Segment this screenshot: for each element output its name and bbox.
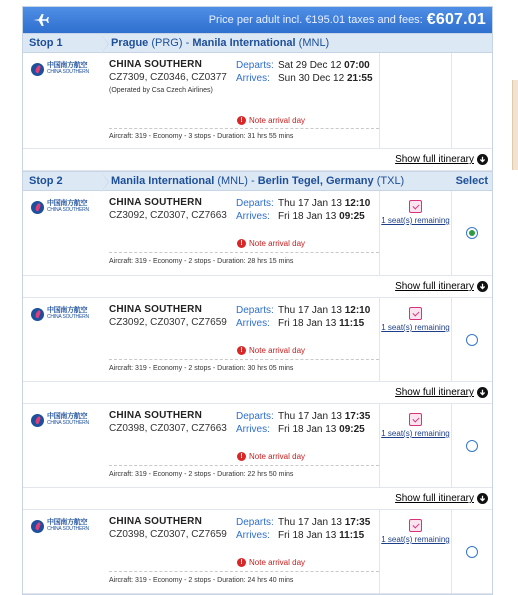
arrival-time: 21:55 <box>346 73 373 84</box>
aircraft-info: Aircraft: 319 - Economy - 2 stops - Duration: 24 hrs 40 mins <box>109 577 294 584</box>
flight-select-radio[interactable] <box>466 546 478 558</box>
seats-remaining-link[interactable]: 1 seat(s) remaining <box>381 216 450 225</box>
airline-logo: 中国南方航空 CHINA SOUTHERN <box>23 191 109 275</box>
arrival-time: 11:15 <box>339 530 365 541</box>
flight-numbers: CZ3092, CZ0307, CZ7663 <box>109 209 227 221</box>
flight-numbers: CZ3092, CZ0307, CZ7659 <box>109 316 227 328</box>
seats-remaining <box>379 404 451 487</box>
departure-date: Thu 17 Jan 13 <box>278 411 342 422</box>
stop-2-flight-option[interactable]: 中国南方航空 CHINA SOUTHERN CHINA SOUTHERN CZ0398, CZ0307, CZ7663 Departs: Thu 17 Jan 13 17:35 Arrives: Fri 18 Jan 13 09:25 ! Note arrival day Aircraft: 319 - Economy - 2 stops - Duration: 22 hrs 50 mins 1 seat(s) remaining <box>23 404 492 488</box>
arrival-date: Sun 30 Dec 12 <box>278 73 345 84</box>
show-itinerary-row <box>23 149 492 171</box>
flight-select-radio[interactable] <box>466 440 478 452</box>
show-full-itinerary-link[interactable]: Show full itinerary <box>395 387 474 398</box>
seat-icon <box>409 413 422 426</box>
china-southern-logo-icon <box>31 63 44 76</box>
departure-date: Thu 17 Jan 13 <box>278 517 342 528</box>
show-itinerary-row <box>23 488 492 510</box>
exclamation-icon: ! <box>237 239 246 248</box>
arrival-day-note: ! Note arrival day <box>237 239 305 248</box>
show-full-itinerary-link[interactable]: Show full itinerary <box>395 154 474 165</box>
arrival-time: 09:25 <box>339 424 365 435</box>
chevron-down-circle-icon[interactable] <box>477 387 488 398</box>
show-itinerary-row <box>23 276 492 298</box>
price-total: €607.01 <box>426 11 486 28</box>
seat-icon <box>409 307 422 320</box>
seats-remaining-link[interactable]: 1 seat(s) remaining <box>381 323 450 332</box>
arrival-date: Fri 18 Jan 13 <box>278 318 337 329</box>
stop-1-route: Prague (PRG) - Manila International (MNL) <box>111 37 330 49</box>
stop-2-header <box>23 171 492 191</box>
china-southern-logo-icon <box>31 201 44 214</box>
select-column-header: Select <box>455 175 488 187</box>
departure-time: 17:35 <box>344 517 371 528</box>
carrier-name: CHINA SOUTHERN <box>109 516 202 527</box>
stop-1-label: Stop 1 <box>23 34 101 52</box>
flight-results-panel <box>22 6 493 595</box>
stop-2-flight-option[interactable]: 中国南方航空 CHINA SOUTHERN CHINA SOUTHERN CZ3092, CZ0307, CZ7663 Departs: Thu 17 Jan 13 12:10 Arrives: Fri 18 Jan 13 09:25 ! Note arrival day Aircraft: 319 - Economy - 2 stops - Duration: 28 hrs 15 mins 1 seat(s) remaining <box>23 191 492 276</box>
show-itinerary-row <box>23 382 492 404</box>
departure-time: 17:35 <box>344 411 371 422</box>
arrival-day-note: ! Note arrival day <box>237 452 305 461</box>
stop-2-flight-option[interactable]: 中国南方航空 CHINA SOUTHERN CHINA SOUTHERN CZ3092, CZ0307, CZ7659 Departs: Thu 17 Jan 13 12:10 Arrives: Fri 18 Jan 13 11:15 ! Note arrival day Aircraft: 319 - Economy - 2 stops - Duration: 30 hrs 05 mins 1 seat(s) remaining <box>23 298 492 382</box>
aircraft-info: Aircraft: 319 - Economy - 3 stops - Duration: 31 hrs 55 mins <box>109 133 294 140</box>
carrier-name: CHINA SOUTHERN <box>109 304 202 315</box>
arrival-time: 09:25 <box>339 211 365 222</box>
carrier-name: CHINA SOUTHERN <box>109 59 202 70</box>
flight-numbers: CZ0398, CZ0307, CZ7659 <box>109 528 227 540</box>
chevron-down-circle-icon[interactable] <box>477 154 488 165</box>
airline-logo: 中国南方航空 CHINA SOUTHERN <box>23 404 109 487</box>
airplane-icon <box>31 10 51 30</box>
airline-logo: 中国南方航空 CHINA SOUTHERN <box>23 298 109 381</box>
seat-icon <box>409 200 422 213</box>
departure-time: 12:10 <box>344 198 371 209</box>
arrival-day-note: ! Note arrival day <box>237 346 305 355</box>
arrival-day-note: ! Note arrival day <box>237 558 305 567</box>
stop-1-flight-option: 中国南方航空 CHINA SOUTHERN CHINA SOUTHERN CZ7309, CZ0346, CZ0377 (Operated by Csa Czech Airlines) Departs: Sat 29 Dec 12 07:00 Arrives: Sun 30 Dec 12 21:55 ! Note arrival day Aircraft: 319 - Economy - 3 stops - Duration: 31 hrs 55 mins <box>23 53 492 149</box>
stop-1-header <box>23 33 492 53</box>
arrival-date: Fri 18 Jan 13 <box>278 424 337 435</box>
seats-remaining <box>379 510 451 593</box>
arrival-day-note: ! Note arrival day <box>237 116 305 125</box>
chevron-down-circle-icon[interactable] <box>477 281 488 292</box>
flight-numbers: CZ0398, CZ0307, CZ7663 <box>109 422 227 434</box>
seat-icon <box>409 519 422 532</box>
china-southern-logo-icon <box>31 520 44 533</box>
airline-logo: 中国南方航空 CHINA SOUTHERN <box>23 510 109 593</box>
aircraft-info: Aircraft: 319 - Economy - 2 stops - Duration: 28 hrs 15 mins <box>109 258 294 265</box>
stop-2-label: Stop 2 <box>23 172 101 190</box>
operated-by: (Operated by Csa Czech Airlines) <box>109 87 213 94</box>
departure-date: Thu 17 Jan 13 <box>278 305 342 316</box>
price-header <box>23 7 492 33</box>
aircraft-info: Aircraft: 319 - Economy - 2 stops - Duration: 30 hrs 05 mins <box>109 365 294 372</box>
china-southern-logo-icon <box>31 308 44 321</box>
carrier-name: CHINA SOUTHERN <box>109 197 202 208</box>
flight-select-radio[interactable] <box>466 227 478 239</box>
arrival-date: Fri 18 Jan 13 <box>278 530 337 541</box>
seats-remaining-link[interactable]: 1 seat(s) remaining <box>381 429 450 438</box>
airline-logo: 中国南方航空 CHINA SOUTHERN <box>23 53 109 148</box>
stop-2-route: Manila International (MNL) - Berlin Tegel, Germany (TXL) <box>111 175 405 187</box>
stop-2-flight-option[interactable]: 中国南方航空 CHINA SOUTHERN CHINA SOUTHERN CZ0398, CZ0307, CZ7659 Departs: Thu 17 Jan 13 17:35 Arrives: Fri 18 Jan 13 11:15 ! Note arrival day Aircraft: 319 - Economy - 2 stops - Duration: 24 hrs 40 mins 1 seat(s) remaining <box>23 510 492 594</box>
departure-time: 07:00 <box>344 60 370 71</box>
seats-remaining-link[interactable]: 1 seat(s) remaining <box>381 535 450 544</box>
exclamation-icon: ! <box>237 346 246 355</box>
chevron-down-circle-icon[interactable] <box>477 493 488 504</box>
carrier-name: CHINA SOUTHERN <box>109 410 202 421</box>
flight-select-radio[interactable] <box>466 334 478 346</box>
exclamation-icon: ! <box>237 558 246 567</box>
flight-numbers: CZ7309, CZ0346, CZ0377 <box>109 71 227 83</box>
departure-date: Sat 29 Dec 12 <box>278 60 342 71</box>
exclamation-icon: ! <box>237 116 246 125</box>
china-southern-logo-icon <box>31 414 44 427</box>
arrival-date: Fri 18 Jan 13 <box>278 211 337 222</box>
show-full-itinerary-link[interactable]: Show full itinerary <box>395 493 474 504</box>
show-full-itinerary-link[interactable]: Show full itinerary <box>395 281 474 292</box>
adjacent-panel-edge <box>512 80 518 170</box>
price-label: Price per adult incl. €195.01 taxes and fees: <box>208 14 423 26</box>
aircraft-info: Aircraft: 319 - Economy - 2 stops - Duration: 22 hrs 50 mins <box>109 471 294 478</box>
departure-date: Thu 17 Jan 13 <box>278 198 342 209</box>
departure-time: 12:10 <box>344 305 371 316</box>
seats-remaining <box>379 298 451 381</box>
arrival-time: 11:15 <box>339 318 365 329</box>
exclamation-icon: ! <box>237 452 246 461</box>
seats-remaining <box>379 191 451 275</box>
